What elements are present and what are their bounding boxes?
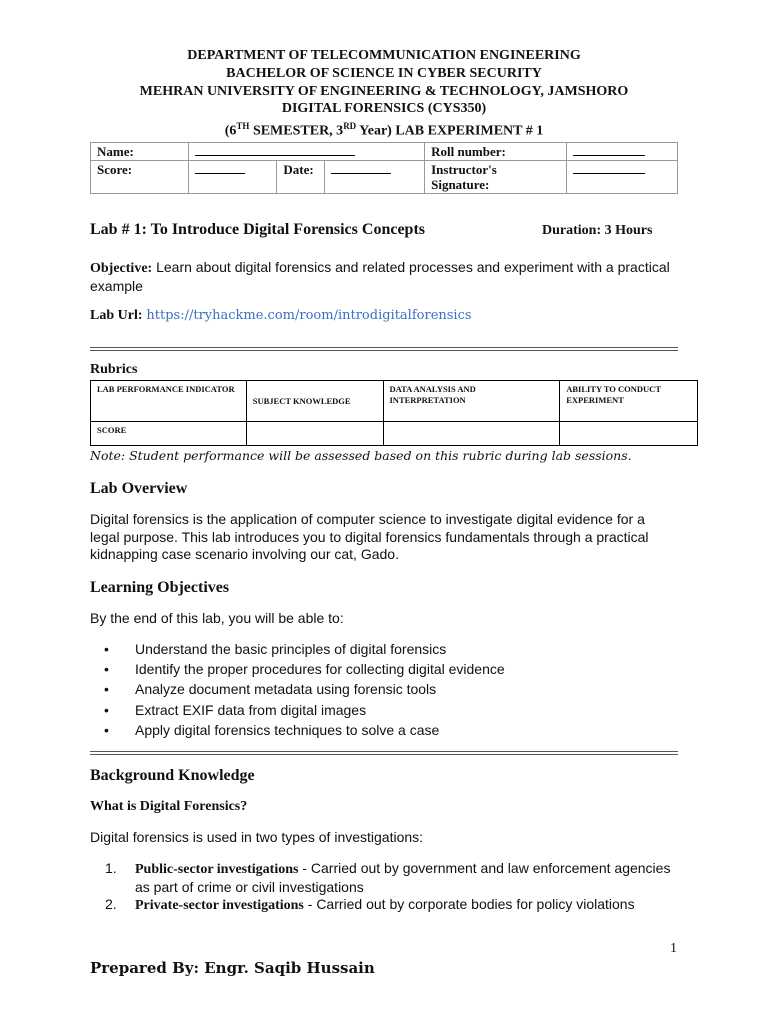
name-label: Name:	[91, 143, 189, 161]
objective-label: Objective:	[90, 261, 153, 276]
learning-objectives-intro: By the end of this lab, you will be able to:	[90, 610, 344, 626]
course-title: DIGITAL FORENSICS (CYS350)	[281, 101, 487, 116]
lab-url-paragraph	[90, 306, 678, 325]
list-item	[90, 896, 678, 915]
list-item-text: Analyze document metadata using forensic tools	[135, 681, 437, 698]
instructor-signature-label	[425, 161, 566, 194]
rubrics-table	[90, 380, 698, 446]
list-item-text: Identify the proper procedures for collecting digital evidence	[135, 661, 505, 678]
semester-title	[0, 118, 768, 140]
lab-url-label: Lab Url:	[90, 308, 143, 323]
bullet-icon: •	[104, 721, 109, 738]
prepared-by-footer: Prepared By: Engr. Saqib Hussain	[90, 959, 375, 977]
rubric-score-label: SCORE	[91, 422, 247, 446]
page-number: 1	[670, 941, 677, 956]
list-item-text: Apply digital forensics techniques to solve a case	[135, 721, 440, 738]
divider-1	[90, 347, 678, 351]
list-item-text: - Carried out by corporate bodies for policy violations	[303, 896, 635, 912]
list-item-bold: Private-sector investigations	[135, 898, 304, 913]
list-number: 2.	[105, 896, 117, 912]
roll-number-label: Roll number:	[425, 143, 566, 161]
learning-objectives-heading: Learning Objectives	[90, 579, 230, 596]
instructor-label-1: Instructor's	[431, 162, 497, 177]
semester-post: Year) LAB EXPERIMENT # 1	[356, 123, 544, 139]
score-field[interactable]	[189, 161, 277, 194]
semester-sup-rd: RD	[343, 121, 357, 131]
list-item	[90, 659, 505, 679]
list-item	[90, 720, 505, 740]
list-item-bold: Public-sector investigations	[135, 862, 299, 877]
objective-paragraph	[90, 259, 678, 295]
list-item	[90, 639, 505, 659]
rubric-score-ability[interactable]	[560, 422, 698, 446]
rubric-note: Note: Student performance will be assessed based on this rubric during lab sessions.	[90, 448, 632, 463]
score-label: Score:	[91, 161, 189, 194]
date-label: Date:	[277, 161, 325, 194]
lab-duration: Duration: 3 Hours	[542, 223, 653, 238]
lab-overview-text: Digital forensics is the application of computer science to investigate digital evidence for a legal purpose. This lab introduces you to digital forensics fundamentals through a practical kidnapping case scenario involving our cat, Gado.	[90, 511, 649, 562]
bullet-icon: •	[104, 661, 109, 678]
lab-overview-heading: Lab Overview	[90, 480, 188, 497]
student-info-table	[90, 142, 678, 194]
learning-objectives-list	[90, 639, 505, 740]
list-item-text: Understand the basic principles of digital forensics	[135, 641, 447, 657]
semester-pre: (6	[224, 123, 237, 139]
investigation-types-intro: Digital forensics is used in two types of investigations:	[90, 829, 424, 845]
bullet-icon: •	[104, 701, 109, 718]
rubric-header-analysis: DATA ANALYSIS AND INTERPRETATION	[383, 381, 560, 422]
date-field[interactable]	[324, 161, 424, 194]
background-knowledge-heading: Background Knowledge	[90, 767, 255, 784]
list-item-text: - Carried out by government and law enforcement agencies as part of crime or civil investigations	[135, 860, 671, 895]
university-title: MEHRAN UNIVERSITY OF ENGINEERING & TECHNOLOGY, JAMSHORO	[139, 84, 629, 99]
investigation-types-list	[90, 860, 678, 915]
rubric-header-ability: ABILITY TO CONDUCT EXPERIMENT	[560, 381, 698, 422]
semester-sup-th: TH	[236, 121, 250, 131]
what-is-digital-forensics-heading: What is Digital Forensics?	[90, 799, 248, 814]
rubrics-label: Rubrics	[90, 362, 138, 377]
name-field[interactable]	[189, 143, 425, 161]
rubric-header-knowledge: SUBJECT KNOWLEDGE	[246, 381, 383, 422]
objective-text: Learn about digital forensics and related processes and experiment with a practical example	[90, 259, 670, 294]
semester-mid: SEMESTER, 3	[249, 123, 344, 139]
rubric-score-analysis[interactable]	[383, 422, 560, 446]
department-title: DEPARTMENT OF TELECOMMUNICATION ENGINEERING	[187, 48, 581, 63]
rubric-header-performance: LAB PERFORMANCE INDICATOR	[91, 381, 247, 422]
instructor-label-2: Signature:	[431, 177, 490, 192]
list-item	[90, 700, 505, 720]
list-item-text: Extract EXIF data from digital images	[135, 701, 367, 718]
bullet-icon: •	[104, 681, 109, 698]
divider-2	[90, 751, 678, 755]
rubric-score-knowledge[interactable]	[246, 422, 383, 446]
roll-number-field[interactable]	[566, 143, 677, 161]
list-number: 1.	[105, 860, 117, 876]
degree-title: BACHELOR OF SCIENCE IN CYBER SECURITY	[226, 66, 542, 81]
lab-title: Lab # 1: To Introduce Digital Forensics Concepts	[90, 221, 425, 238]
bullet-icon: •	[104, 641, 109, 657]
instructor-signature-field[interactable]	[566, 161, 677, 194]
lab-url-link[interactable]: https://tryhackme.com/room/introdigitalforensics	[146, 308, 472, 323]
list-item	[90, 679, 505, 699]
list-item	[90, 860, 678, 896]
